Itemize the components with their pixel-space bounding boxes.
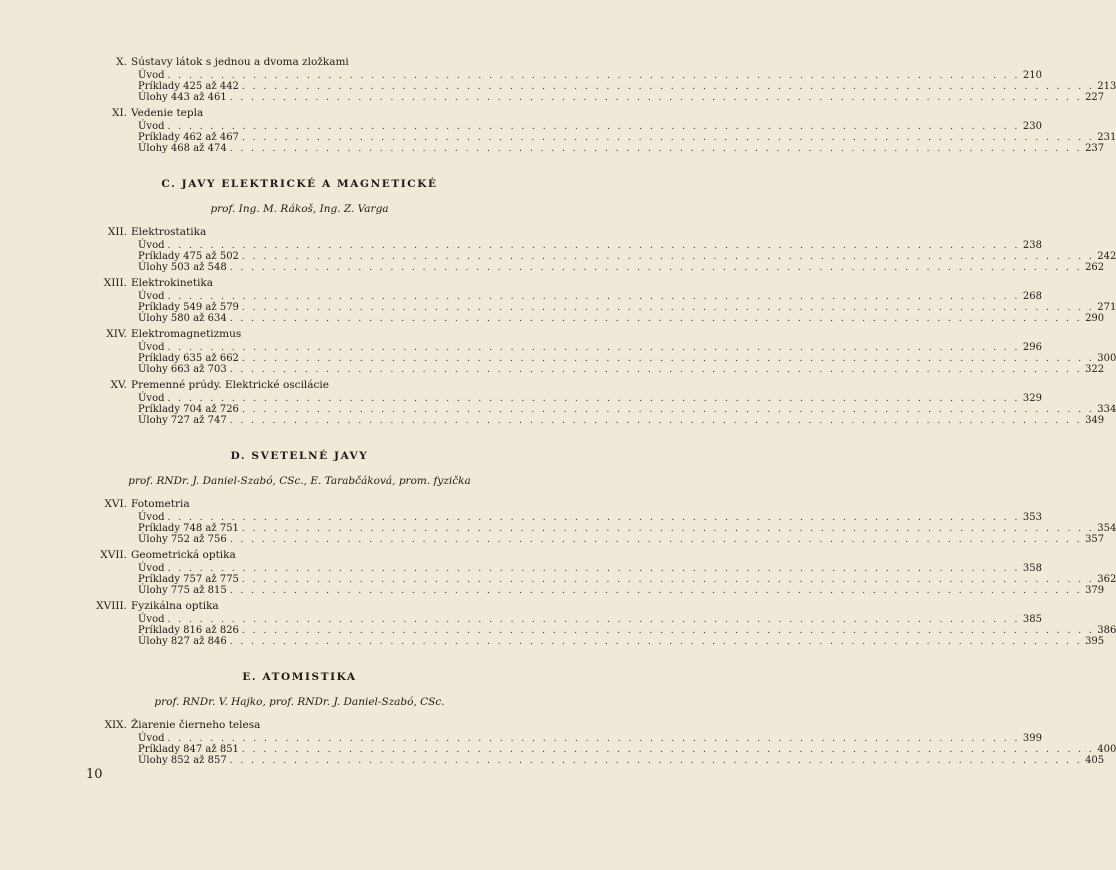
chapter-title: Elektrokinetika bbox=[131, 277, 214, 289]
chapter bbox=[0, 719, 1116, 766]
entry-label: Príklady 462 až 467 bbox=[138, 132, 239, 143]
entry-page-number: 399 bbox=[1022, 733, 1042, 744]
dot-leader: . . . . . . . . . . . . . . . . . . . . . . . . . . . . . . . . . . . . . . . . . . . . . . . . . . . . . . . . . . . . . . . . . . . . . . . . . . . . . . . . bbox=[167, 292, 1020, 302]
toc-entry bbox=[138, 353, 1116, 364]
chapter bbox=[0, 226, 1116, 273]
toc-entry bbox=[138, 585, 1105, 596]
entry-page-number: 353 bbox=[1022, 512, 1042, 523]
chapter-title: Vedenie tepla bbox=[131, 107, 204, 119]
dot-leader: . . . . . . . . . . . . . . . . . . . . . . . . . . . . . . . . . . . . . . . . . . . . . . . . . . . . . . . . . . . . . . . . . . . . . . . . . . . . . . . . bbox=[241, 303, 1095, 313]
chapter-title: Fyzikálna optika bbox=[131, 600, 219, 612]
dot-leader: . . . . . . . . . . . . . . . . . . . . . . . . . . . . . . . . . . . . . . . . . . . . . . . . . . . . . . . . . . . . . . . . . . . . . . . . . . . . . . . . bbox=[167, 734, 1020, 744]
chapter-number: XI. bbox=[112, 107, 127, 119]
chapter-heading bbox=[0, 549, 599, 562]
section-authors: prof. Ing. M. Rákoš, Ing. Z. Varga bbox=[210, 203, 389, 215]
entry-page-number: 329 bbox=[1022, 393, 1042, 404]
chapter-heading bbox=[0, 226, 599, 239]
toc-entry bbox=[138, 262, 1105, 273]
toc-entry bbox=[138, 313, 1105, 324]
entry-label: Úvod bbox=[138, 733, 165, 744]
chapter-number: XVIII. bbox=[96, 600, 127, 612]
dot-leader: . . . . . . . . . . . . . . . . . . . . . . . . . . . . . . . . . . . . . . . . . . . . . . . . . . . . . . . . . . . . . . . . . . . . . . . . . . . . . . . . bbox=[229, 586, 1083, 596]
entry-page-number: 213 bbox=[1097, 81, 1116, 92]
entry-label: Úvod bbox=[138, 342, 165, 353]
entry-label: Úvod bbox=[138, 614, 165, 625]
entry-label: Úlohy 443 až 461 bbox=[138, 92, 227, 103]
dot-leader: . . . . . . . . . . . . . . . . . . . . . . . . . . . . . . . . . . . . . . . . . . . . . . . . . . . . . . . . . . . . . . . . . . . . . . . . . . . . . . . . bbox=[241, 575, 1095, 585]
dot-leader: . . . . . . . . . . . . . . . . . . . . . . . . . . . . . . . . . . . . . . . . . . . . . . . . . . . . . . . . . . . . . . . . . . . . . . . . . . . . . . . . bbox=[229, 756, 1083, 766]
entry-page-number: 386 bbox=[1097, 625, 1116, 636]
entry-page-number: 400 bbox=[1097, 744, 1116, 755]
entry-label: Úlohy 663 až 703 bbox=[138, 364, 227, 375]
chapter-title: Žiarenie čierneho telesa bbox=[131, 719, 261, 731]
entry-label: Úlohy 827 až 846 bbox=[138, 636, 227, 647]
toc-entry bbox=[138, 512, 1042, 523]
chapter-heading bbox=[0, 56, 599, 69]
toc-entry bbox=[138, 132, 1116, 143]
toc-entry bbox=[138, 302, 1116, 313]
section-heading bbox=[0, 670, 599, 709]
entry-page-number: 268 bbox=[1022, 291, 1042, 302]
entry-page-number: 230 bbox=[1022, 121, 1042, 132]
dot-leader: . . . . . . . . . . . . . . . . . . . . . . . . . . . . . . . . . . . . . . . . . . . . . . . . . . . . . . . . . . . . . . . . . . . . . . . . . . . . . . . . bbox=[167, 71, 1020, 81]
entry-label: Príklady 748 až 751 bbox=[138, 523, 239, 534]
entry-label: Úvod bbox=[138, 240, 165, 251]
section-title: D. SVETELNÉ JAVY bbox=[230, 450, 369, 462]
toc-entry bbox=[138, 733, 1042, 744]
dot-leader: . . . . . . . . . . . . . . . . . . . . . . . . . . . . . . . . . . . . . . . . . . . . . . . . . . . . . . . . . . . . . . . . . . . . . . . . . . . . . . . . bbox=[241, 354, 1095, 364]
dot-leader: . . . . . . . . . . . . . . . . . . . . . . . . . . . . . . . . . . . . . . . . . . . . . . . . . . . . . . . . . . . . . . . . . . . . . . . . . . . . . . . . bbox=[167, 343, 1020, 353]
section-heading bbox=[0, 177, 599, 216]
entry-page-number: 296 bbox=[1022, 342, 1042, 353]
entry-page-number: 358 bbox=[1022, 563, 1042, 574]
dot-leader: . . . . . . . . . . . . . . . . . . . . . . . . . . . . . . . . . . . . . . . . . . . . . . . . . . . . . . . . . . . . . . . . . . . . . . . . . . . . . . . . bbox=[229, 314, 1083, 324]
entry-page-number: 362 bbox=[1097, 574, 1116, 585]
entry-list bbox=[0, 70, 1116, 103]
chapter-title: Elektrostatika bbox=[131, 226, 207, 238]
chapter-number: XV. bbox=[110, 379, 127, 391]
entry-label: Úvod bbox=[138, 512, 165, 523]
chapter-number: XVII. bbox=[100, 549, 127, 561]
chapter-number: XII. bbox=[107, 226, 127, 238]
dot-leader: . . . . . . . . . . . . . . . . . . . . . . . . . . . . . . . . . . . . . . . . . . . . . . . . . . . . . . . . . . . . . . . . . . . . . . . . . . . . . . . . bbox=[241, 133, 1095, 143]
toc-entry bbox=[138, 744, 1116, 755]
entry-label: Príklady 816 až 826 bbox=[138, 625, 239, 636]
toc-entry bbox=[138, 415, 1105, 426]
entry-list bbox=[0, 614, 1116, 647]
dot-leader: . . . . . . . . . . . . . . . . . . . . . . . . . . . . . . . . . . . . . . . . . . . . . . . . . . . . . . . . . . . . . . . . . . . . . . . . . . . . . . . . bbox=[167, 615, 1020, 625]
dot-leader: . . . . . . . . . . . . . . . . . . . . . . . . . . . . . . . . . . . . . . . . . . . . . . . . . . . . . . . . . . . . . . . . . . . . . . . . . . . . . . . . bbox=[241, 626, 1095, 636]
chapter bbox=[0, 328, 1116, 375]
dot-leader: . . . . . . . . . . . . . . . . . . . . . . . . . . . . . . . . . . . . . . . . . . . . . . . . . . . . . . . . . . . . . . . . . . . . . . . . . . . . . . . . bbox=[229, 416, 1083, 426]
chapter-title: Fotometria bbox=[131, 498, 190, 510]
entry-label: Príklady 475 až 502 bbox=[138, 251, 239, 262]
chapter-number: X. bbox=[116, 56, 127, 68]
section-title: E. ATOMISTIKA bbox=[242, 671, 357, 683]
entry-list bbox=[0, 512, 1116, 545]
entry-list bbox=[0, 291, 1116, 324]
chapter-title: Sústavy látok s jednou a dvoma zložkami bbox=[131, 56, 349, 68]
chapter-number: XIII. bbox=[103, 277, 127, 289]
entry-label: Úlohy 752 až 756 bbox=[138, 534, 227, 545]
chapter bbox=[0, 277, 1116, 324]
dot-leader: . . . . . . . . . . . . . . . . . . . . . . . . . . . . . . . . . . . . . . . . . . . . . . . . . . . . . . . . . . . . . . . . . . . . . . . . . . . . . . . . bbox=[167, 122, 1020, 132]
dot-leader: . . . . . . . . . . . . . . . . . . . . . . . . . . . . . . . . . . . . . . . . . . . . . . . . . . . . . . . . . . . . . . . . . . . . . . . . . . . . . . . . bbox=[229, 535, 1083, 545]
toc-entry bbox=[138, 342, 1042, 353]
entry-page-number: 395 bbox=[1085, 636, 1105, 647]
chapter-heading bbox=[0, 277, 599, 290]
chapter bbox=[0, 498, 1116, 545]
chapter-number: XIV. bbox=[106, 328, 127, 340]
entry-label: Úlohy 468 až 474 bbox=[138, 143, 227, 154]
dot-leader: . . . . . . . . . . . . . . . . . . . . . . . . . . . . . . . . . . . . . . . . . . . . . . . . . . . . . . . . . . . . . . . . . . . . . . . . . . . . . . . . bbox=[241, 745, 1095, 755]
entry-page-number: 227 bbox=[1085, 92, 1105, 103]
toc-entry bbox=[138, 143, 1105, 154]
toc-entry bbox=[138, 81, 1116, 92]
section-heading bbox=[0, 449, 599, 488]
entry-label: Úvod bbox=[138, 291, 165, 302]
toc-entry bbox=[138, 563, 1042, 574]
entry-page-number: 238 bbox=[1022, 240, 1042, 251]
entry-list bbox=[0, 393, 1116, 426]
entry-page-number: 242 bbox=[1097, 251, 1116, 262]
chapter-heading bbox=[0, 107, 599, 120]
entry-page-number: 290 bbox=[1085, 313, 1105, 324]
toc-entry bbox=[138, 523, 1116, 534]
section-authors: prof. RNDr. V. Hajko, prof. RNDr. J. Daniel-Szabó, CSc. bbox=[154, 696, 445, 708]
entry-label: Príklady 704 až 726 bbox=[138, 404, 239, 415]
section-chapters bbox=[0, 498, 1116, 647]
toc-entry bbox=[138, 240, 1042, 251]
chapter bbox=[0, 549, 1116, 596]
chapter-heading bbox=[0, 328, 599, 341]
chapter-heading bbox=[0, 719, 599, 732]
dot-leader: . . . . . . . . . . . . . . . . . . . . . . . . . . . . . . . . . . . . . . . . . . . . . . . . . . . . . . . . . . . . . . . . . . . . . . . . . . . . . . . . bbox=[241, 405, 1095, 415]
entry-label: Príklady 425 až 442 bbox=[138, 81, 239, 92]
entry-list bbox=[0, 240, 1116, 273]
section-chapters bbox=[0, 719, 1116, 766]
entry-page-number: 354 bbox=[1097, 523, 1116, 534]
toc-entry bbox=[138, 393, 1042, 404]
toc-entry bbox=[138, 574, 1116, 585]
chapter bbox=[0, 56, 1116, 103]
entry-page-number: 349 bbox=[1085, 415, 1105, 426]
entry-page-number: 334 bbox=[1097, 404, 1116, 415]
entry-page-number: 405 bbox=[1085, 755, 1105, 766]
chapter-number: XVI. bbox=[104, 498, 127, 510]
entry-label: Úlohy 580 až 634 bbox=[138, 313, 227, 324]
dot-leader: . . . . . . . . . . . . . . . . . . . . . . . . . . . . . . . . . . . . . . . . . . . . . . . . . . . . . . . . . . . . . . . . . . . . . . . . . . . . . . . . bbox=[229, 93, 1083, 103]
entry-list bbox=[0, 733, 1116, 766]
toc-entry bbox=[138, 121, 1042, 132]
chapter-number: XIX. bbox=[104, 719, 127, 731]
chapter bbox=[0, 379, 1116, 426]
entry-page-number: 379 bbox=[1085, 585, 1105, 596]
entry-page-number: 300 bbox=[1097, 353, 1116, 364]
toc-entry bbox=[138, 755, 1105, 766]
dot-leader: . . . . . . . . . . . . . . . . . . . . . . . . . . . . . . . . . . . . . . . . . . . . . . . . . . . . . . . . . . . . . . . . . . . . . . . . . . . . . . . . bbox=[229, 365, 1083, 375]
entry-page-number: 210 bbox=[1022, 70, 1042, 81]
toc-entry bbox=[138, 625, 1116, 636]
chapter-heading bbox=[0, 498, 599, 511]
entry-page-number: 231 bbox=[1097, 132, 1116, 143]
chapter-title: Geometrická optika bbox=[131, 549, 236, 561]
section-title: C. JAVY ELEKTRICKÉ A MAGNETICKÉ bbox=[161, 178, 438, 190]
chapter bbox=[0, 600, 1116, 647]
dot-leader: . . . . . . . . . . . . . . . . . . . . . . . . . . . . . . . . . . . . . . . . . . . . . . . . . . . . . . . . . . . . . . . . . . . . . . . . . . . . . . . . bbox=[229, 637, 1083, 647]
dot-leader: . . . . . . . . . . . . . . . . . . . . . . . . . . . . . . . . . . . . . . . . . . . . . . . . . . . . . . . . . . . . . . . . . . . . . . . . . . . . . . . . bbox=[167, 564, 1020, 574]
toc-entry bbox=[138, 614, 1042, 625]
entry-label: Úvod bbox=[138, 70, 165, 81]
chapter-title: Premenné prúdy. Elektrické oscilácie bbox=[131, 379, 329, 391]
dot-leader: . . . . . . . . . . . . . . . . . . . . . . . . . . . . . . . . . . . . . . . . . . . . . . . . . . . . . . . . . . . . . . . . . . . . . . . . . . . . . . . . bbox=[241, 524, 1095, 534]
toc-entry bbox=[138, 251, 1116, 262]
chapter-heading bbox=[0, 379, 599, 392]
dot-leader: . . . . . . . . . . . . . . . . . . . . . . . . . . . . . . . . . . . . . . . . . . . . . . . . . . . . . . . . . . . . . . . . . . . . . . . . . . . . . . . . bbox=[167, 241, 1020, 251]
entry-list bbox=[0, 563, 1116, 596]
entry-label: Príklady 635 až 662 bbox=[138, 353, 239, 364]
chapter bbox=[0, 107, 1116, 154]
toc-entry bbox=[138, 534, 1105, 545]
entry-page-number: 357 bbox=[1085, 534, 1105, 545]
entry-label: Príklady 549 až 579 bbox=[138, 302, 239, 313]
entry-label: Úvod bbox=[138, 393, 165, 404]
dot-leader: . . . . . . . . . . . . . . . . . . . . . . . . . . . . . . . . . . . . . . . . . . . . . . . . . . . . . . . . . . . . . . . . . . . . . . . . . . . . . . . . bbox=[241, 82, 1095, 92]
toc-entry bbox=[138, 364, 1105, 375]
dot-leader: . . . . . . . . . . . . . . . . . . . . . . . . . . . . . . . . . . . . . . . . . . . . . . . . . . . . . . . . . . . . . . . . . . . . . . . . . . . . . . . . bbox=[229, 144, 1083, 154]
dot-leader: . . . . . . . . . . . . . . . . . . . . . . . . . . . . . . . . . . . . . . . . . . . . . . . . . . . . . . . . . . . . . . . . . . . . . . . . . . . . . . . . bbox=[167, 394, 1020, 404]
entry-label: Úlohy 775 až 815 bbox=[138, 585, 227, 596]
entry-label: Úlohy 727 až 747 bbox=[138, 415, 227, 426]
entry-list bbox=[0, 121, 1116, 154]
chapter-title: Elektromagnetizmus bbox=[131, 328, 242, 340]
entry-page-number: 271 bbox=[1097, 302, 1116, 313]
toc-entry bbox=[138, 636, 1105, 647]
table-of-contents bbox=[0, 56, 1116, 766]
entry-page-number: 385 bbox=[1022, 614, 1042, 625]
entry-page-number: 262 bbox=[1085, 262, 1105, 273]
chapter-heading bbox=[0, 600, 599, 613]
section-authors: prof. RNDr. J. Daniel-Szabó, CSc., E. Tarabčáková, prom. fyzička bbox=[128, 475, 471, 487]
toc-entry bbox=[138, 70, 1042, 81]
toc-entry bbox=[138, 92, 1105, 103]
entry-label: Úvod bbox=[138, 121, 165, 132]
entry-list bbox=[0, 342, 1116, 375]
entry-page-number: 237 bbox=[1085, 143, 1105, 154]
dot-leader: . . . . . . . . . . . . . . . . . . . . . . . . . . . . . . . . . . . . . . . . . . . . . . . . . . . . . . . . . . . . . . . . . . . . . . . . . . . . . . . . bbox=[229, 263, 1083, 273]
entry-label: Úlohy 852 až 857 bbox=[138, 755, 227, 766]
entry-label: Príklady 847 až 851 bbox=[138, 744, 239, 755]
entry-label: Príklady 757 až 775 bbox=[138, 574, 239, 585]
entry-label: Úlohy 503 až 548 bbox=[138, 262, 227, 273]
dot-leader: . . . . . . . . . . . . . . . . . . . . . . . . . . . . . . . . . . . . . . . . . . . . . . . . . . . . . . . . . . . . . . . . . . . . . . . . . . . . . . . . bbox=[167, 513, 1020, 523]
page-number: 10 bbox=[86, 767, 103, 782]
toc-entry bbox=[138, 404, 1116, 415]
dot-leader: . . . . . . . . . . . . . . . . . . . . . . . . . . . . . . . . . . . . . . . . . . . . . . . . . . . . . . . . . . . . . . . . . . . . . . . . . . . . . . . . bbox=[241, 252, 1095, 262]
toc-entry bbox=[138, 291, 1042, 302]
section-chapters bbox=[0, 226, 1116, 426]
entry-page-number: 322 bbox=[1085, 364, 1105, 375]
entry-label: Úvod bbox=[138, 563, 165, 574]
